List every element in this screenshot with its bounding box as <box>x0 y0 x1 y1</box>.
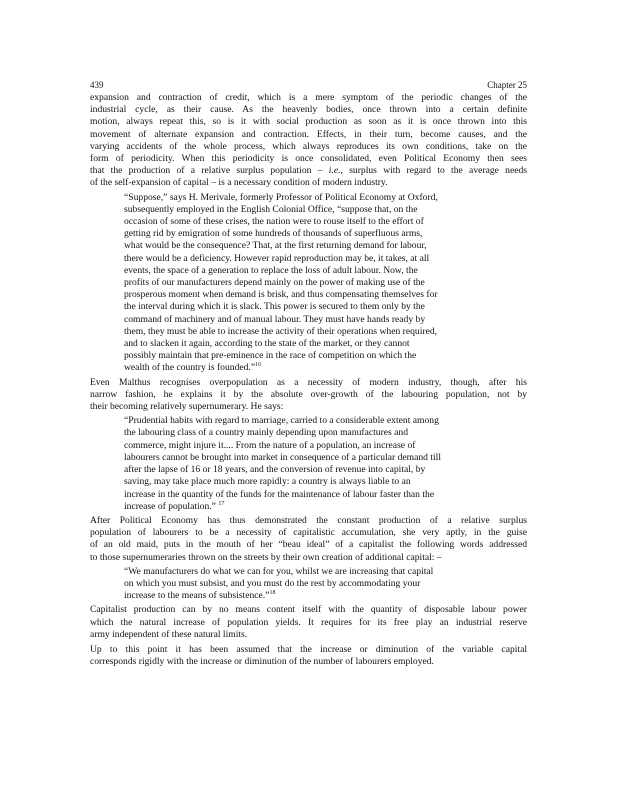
running-head: Chapter 25 <box>487 80 527 90</box>
quote-line: the labouring class of a country mainly depending upon manufactures and <box>124 427 408 439</box>
quote-line: possibly maintain that pre-eminence in the race of competition on which the <box>124 350 417 362</box>
text-line: army independent of these natural limits. <box>90 628 248 640</box>
paragraph-malthus <box>90 377 527 414</box>
footnote-ref-16[interactable]: 16 <box>255 362 262 369</box>
quote-line: them, they must be able to increase the activity of their operations when required, <box>124 325 438 337</box>
quote-line: “Prudential habits with regard to marriage, carried to a considerable extent among <box>124 415 439 427</box>
quote-line: subsequently employed in the English Colonial Office, “suppose that, on the <box>124 203 418 215</box>
text-line: their becoming relatively supernumerary. He says: <box>90 401 284 413</box>
text-line: form of periodicity. When this periodicity is once consolidated, even Political Economy then sees <box>90 153 527 165</box>
text-segment: wealth of the country is founded.” <box>124 362 256 374</box>
text-line: of an old maid, puts in the mouth of her “beau ideal” of a capitalist the following words addressed <box>90 539 527 551</box>
paragraph-variable-capital <box>90 644 527 668</box>
block-quote-malthus <box>124 415 504 513</box>
text-line <box>90 165 527 177</box>
text-line: of the self-expansion of capital – is a necessary condition of modern industry. <box>90 177 388 189</box>
block-quote-merivale <box>124 192 504 375</box>
footnote-ref-17[interactable]: 17 <box>218 500 225 507</box>
text-line: population of labourers to be a necessity of capitalistic accumulation, she very aptly, in the guise <box>90 527 527 539</box>
paragraph-beau-ideal <box>90 515 527 564</box>
text-line: motion, always repeat this, so is it with social production as soon as it is once thrown into this <box>90 116 527 128</box>
quote-line <box>124 362 504 374</box>
page-number: 439 <box>90 80 104 90</box>
body-text <box>90 92 527 670</box>
quote-line: events, the space of a generation to replace the loss of adult labour. Now, the <box>124 264 418 276</box>
quote-line: and to slacken it again, according to the state of the market, or they cannot <box>124 338 410 350</box>
text-line: to those supernumeraries thrown on the streets by their own creation of additional capital: – <box>90 551 442 563</box>
text-line: Even Malthus recognises overpopulation as a necessity of modern industry, though, after his <box>90 376 527 388</box>
quote-line: getting rid by emigration of some hundreds of thousands of superfluous arms, <box>124 228 423 240</box>
text-line: corresponds rigidly with the increase or diminution of the number of labourers employed. <box>90 656 434 668</box>
text-segment: , surplus with regard to the average needs <box>340 165 528 177</box>
quote-line <box>124 590 504 602</box>
paragraph-periodicity <box>90 92 527 190</box>
quote-line: on which you must subsist, and you must do the rest by accommodating your <box>124 577 421 589</box>
quote-line: saving, may take place much more rapidly: a country is always liable to an <box>124 476 411 488</box>
quote-line: after the lapse of 16 or 18 years, and the conversion of revenue into capital, by <box>124 464 426 476</box>
page-header <box>90 79 527 91</box>
quote-line <box>124 501 504 513</box>
quote-line: profits of our manufacturers depend mainly on the power of making use of the <box>124 277 425 289</box>
italic-text: i.e. <box>328 165 341 177</box>
text-segment: increase to the means of subsistence.” <box>124 590 270 602</box>
block-quote-manufacturers <box>124 566 504 603</box>
text-segment: that the production of a relative surplus population – <box>90 165 329 177</box>
quote-line: “Suppose,” says H. Merivale, formerly Professor of Political Economy at Oxford, <box>124 191 438 203</box>
quote-line: “We manufacturers do what we can for you, whilst we are increasing that capital <box>124 565 434 577</box>
text-line: which the natural increase of population yields. It requires for its free play an industrial reserve <box>90 616 527 628</box>
text-line: varying accidents of the whole process, which always reproduces its own conditions, take on the <box>90 140 527 152</box>
paragraph-reserve-army <box>90 604 527 641</box>
footnote-ref-18[interactable]: 18 <box>269 590 276 597</box>
text-line: expansion and contraction of credit, which is a mere symptom of the periodic changes of the <box>90 92 527 103</box>
quote-line: the interval during which it is slack. This power is secured to them only by the <box>124 301 425 313</box>
quote-line: there would be a deficiency. However rapid reproduction may be, it takes, at all <box>124 252 430 264</box>
quote-line: increase in the quantity of the funds for the maintenance of labour faster than the <box>124 488 435 500</box>
quote-line: commerce, might injure it.... From the nature of a population, an increase of <box>124 439 416 451</box>
quote-line: occasion of some of these crises, the nation were to rouse itself to the effort of <box>124 216 424 228</box>
text-line: Capitalist production can by no means content itself with the quantity of disposable labour power <box>90 604 527 616</box>
quote-line: what would be the consequence? That, at the first returning demand for labour, <box>124 240 427 252</box>
text-line: industrial cycle, as their cause. As the heavenly bodies, once thrown into a certain definite <box>90 104 527 116</box>
text-line: After Political Economy has thus demonstrated the constant production of a relative surplus <box>90 514 527 526</box>
quote-line: labourers cannot be brought into market in consequence of a particular demand till <box>124 451 442 463</box>
text-line: movement of alternate expansion and contraction. Effects, in their turn, become causes, and the <box>90 128 527 140</box>
text-line: Up to this point it has been assumed that the increase or diminution of the variable capital <box>90 643 527 655</box>
quote-line: command of machinery and of manual labour. They must have hands ready by <box>124 313 426 325</box>
text-segment: increase of population.” <box>124 500 219 512</box>
text-line: narrow fashion, he explains it by the absolute over-growth of the labouring population, not by <box>90 388 527 400</box>
quote-line: prosperous moment when demand is brisk, and thus compensating themselves for <box>124 289 438 301</box>
